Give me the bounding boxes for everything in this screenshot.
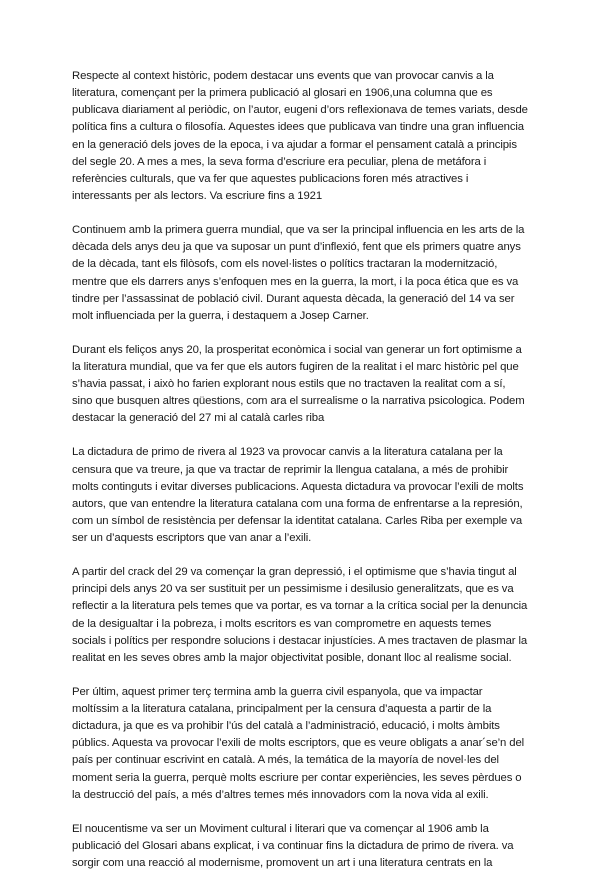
paragraph-anys-20: Durant els feliços anys 20, la prosperitat econòmica i social van generar un fort optimisme a la literatura mundial, que va fer que els autors fugiren de la realitat i el marc històric pel que s’havia passat, i això ho farien explorant nous estils que no tractaven la realitat com a sí, sino que busquen altres qüestions, com ara el surrealisme o la narrativa psicologica. Podem destacar la generació del 27 mi al català carles riba — [72, 343, 525, 425]
paragraph-dictadura-primo-de-rivera: La dictadura de primo de rivera al 1923 va provocar canvis a la literatura catalana per la censura que va treure, ja que va tractar de reprimir la llengua catalana, a més de prohibir molts continguts i evitar diverses publicacions. Aquesta dictadura va provocar l’exili de molts autors, que van entendre la literatura catalana com una forma de enfrentarse a la represión, com un símbol de resistència per defensar la identitat catalana. Carles Riba per exemple va ser un d’aquests escriptors que van anar a l’exili. — [72, 446, 524, 545]
document-page — [72, 68, 528, 889]
paragraph-crack-del-29: A partir del crack del 29 va començar la gran depressió, i el optimisme que s’havia tingut al principi dels anys 20 va ser sustituit per un pessimisme i desilusio generalitzats, que es va reflectir a la literatura pels temes que va portar, es va tornar a la crítica social per la denuncia de la desigualtar i la pobreza, i molts escritors es van comprometre en aquests temes socials i polítics per respondre solucions i destacar injustícies. A mes tractaven de plasmar la realitat en les seves obres amb la major objectivitat posible, donant lloc al realisme social. — [72, 566, 528, 664]
paragraph-context-historic: Respecte al context històric, podem destacar uns events que van provocar canvis a la literatura, començant per la primera publicació al glosari en 1906,una columna que es publicava diariament al periòdic, on l’autor, eugeni d’ors reflexionava de temes variats, desde política fins a cultura o filosofía. Aquestes idees que publicava van tindre una gran influencia en la generació dels joves de la epoca, i va ajudar a formar el pensament català a principis del segle 20. A mes a mes, la seva forma d’escriure era peculiar, plena de metáfora i referències culturals, que va fer que aquestes publicacions foren més atractives i interessants per als lectors. Va escriure fins a 1921 — [72, 70, 528, 203]
paragraph-primera-guerra-mundial: Continuem amb la primera guerra mundial, que va ser la principal influencia en les arts de la dècada dels anys deu ja que va suposar un punt d’inflexió, fent que els primers quatre anys de la dècada, tant els filòsofs, com els novel·listes o polítics tractaran la modernització, mentre que els darrers anys s’enfoquen mes en la guerra, la mort, i la poca ética que es va tindre per l’assassinat de població civil. Durant aquesta dècada, la generació del 14 va ser molt influenciada per la guerra, i destaquem a Josep Carner. — [72, 224, 525, 322]
paragraph-noucentisme: El noucentisme va ser un Moviment cultural i literari que va començar al 1906 amb la publicació del Glosari abans explicat, i va continuar fins la dictadura de primo de rivera. va sorgir com una reacció al modernisme, promovent un art i una literatura centrats en la — [72, 822, 514, 870]
paragraph-guerra-civil: Per últim, aquest primer terç termina amb la guerra civil espanyola, que va impactar moltíssim a la literatura catalana, principalment per la censura d’aquesta a partir de la dictadura, ja que es va prohibir l’ús del català a l’administració, educació, i molts àmbits públics. Aquesta va provocar l’exili de molts escriptors, que es veure obligats a anar´se’n del país per continuar escrivint en català. A més, la temática de la mayoría de novel·les del moment seria la guerra, perquè molts escriure per contar experiències, les seves pèrdues o la destrucció del país, a més d’altres temes més innovadors com la nova vida al exili. — [72, 685, 525, 801]
